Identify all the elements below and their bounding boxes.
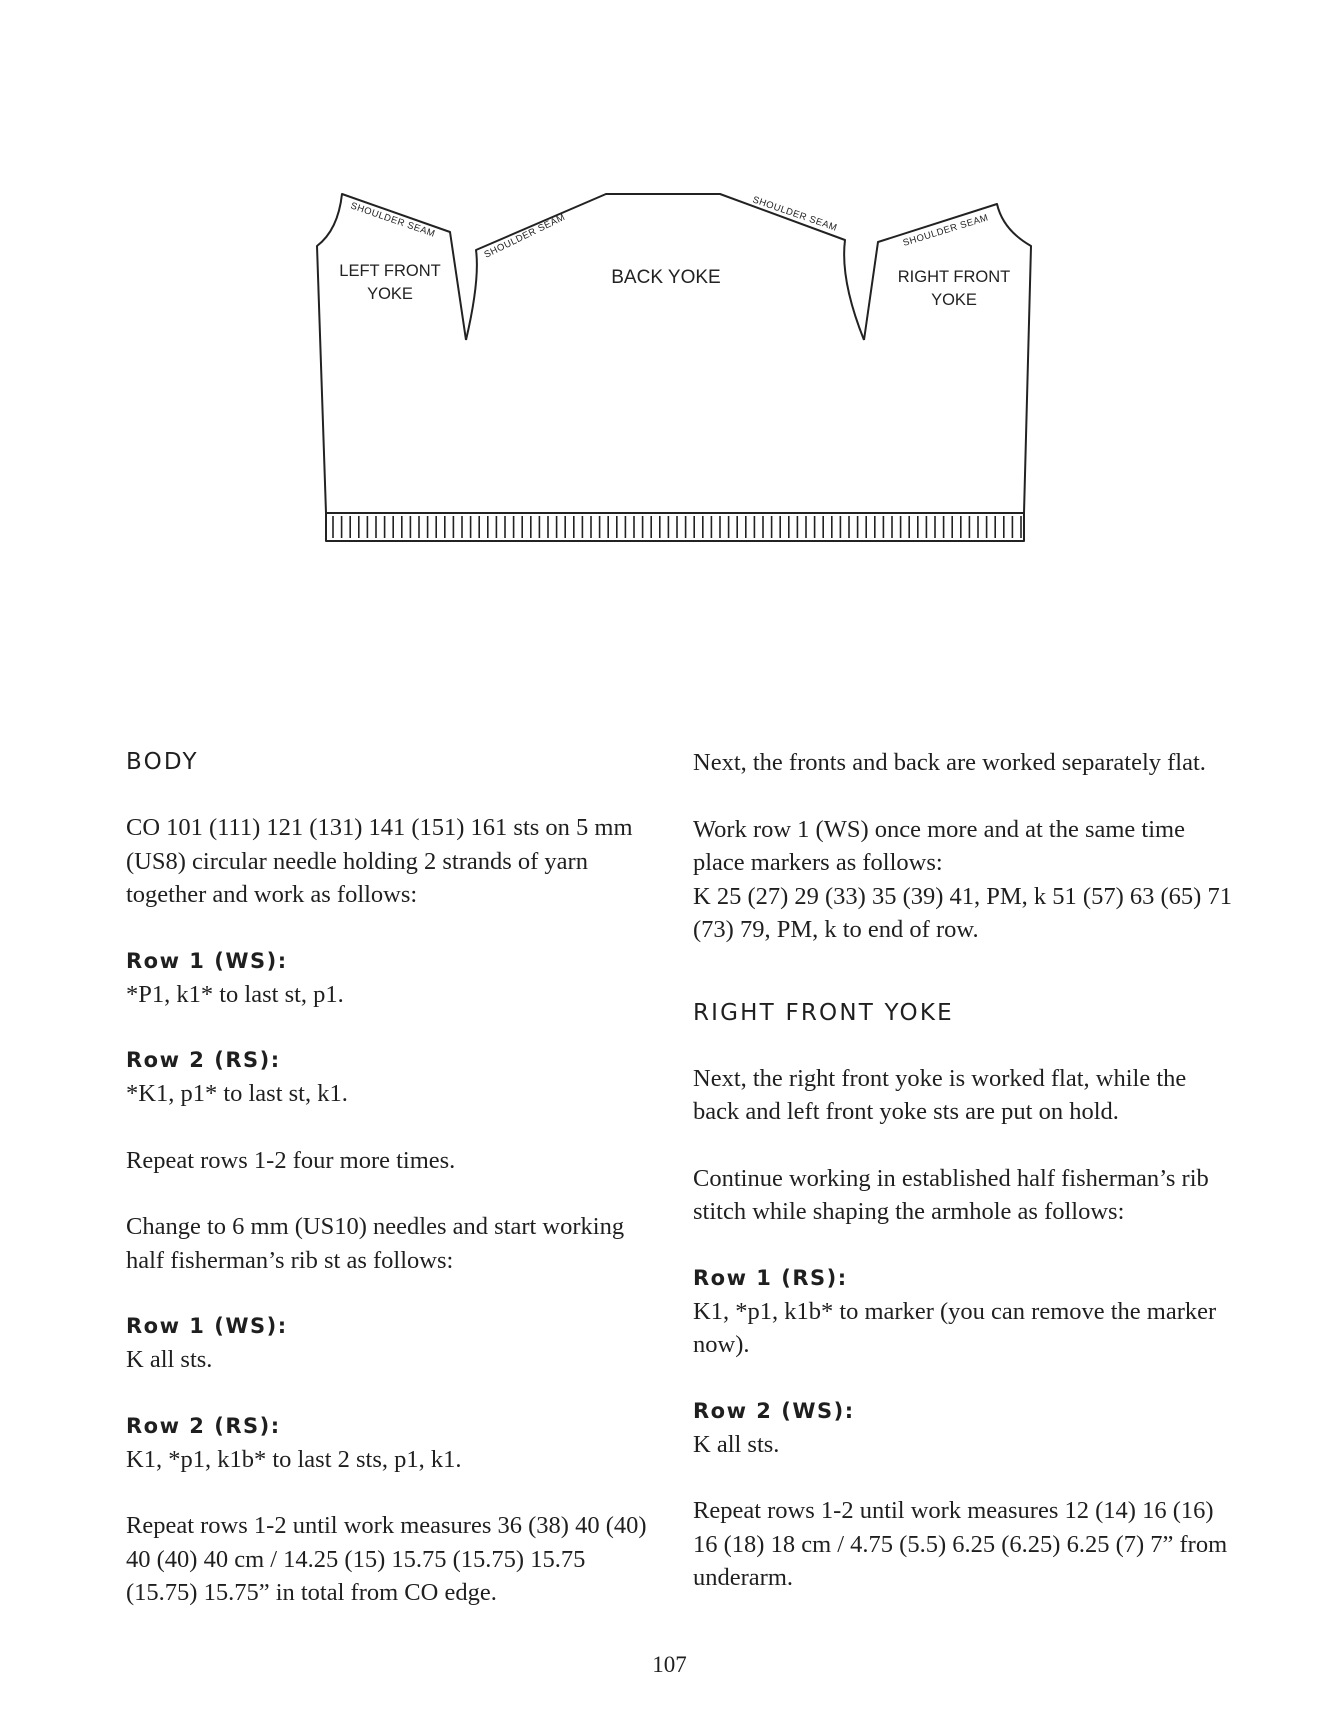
fisherman-row-1 (126, 1310, 656, 1377)
right-front-label-line2: YOKE (931, 291, 977, 309)
yoke-row-2-label: Row 2 (WS): (693, 1398, 855, 1423)
shoulder-seam-label-1: SHOULDER SEAM (349, 200, 437, 240)
left-front-label-line2: YOKE (367, 285, 413, 303)
left-front-label-line1: LEFT FRONT (339, 262, 441, 280)
yoke-row-1-text: K1, *p1, k1b* to marker (you can remove the marker now). (693, 1297, 1217, 1358)
repeat-until-yoke: Repeat rows 1-2 until work measures 12 (14) 16 (16) 16 (18) 18 cm / 4.75 (5.5) 6.25 (6.25) 6.25 (7) 7” from underarm. (693, 1497, 1228, 1591)
rib-row-2-text: *K1, p1* to last st, k1. (126, 1080, 348, 1107)
continue-text: Continue working in established half fisherman’s rib stitch while shaping the armhole as follows: (693, 1164, 1209, 1225)
fisherman-row-2-label: Row 2 (RS): (126, 1413, 281, 1438)
yoke-row-2-text: K all sts. (693, 1430, 780, 1458)
left-column (126, 746, 656, 1643)
shoulder-seam-label-4: SHOULDER SEAM (901, 212, 990, 249)
separate-text: Next, the fronts and back are worked separately flat. (693, 749, 1206, 776)
shoulder-seam-label-3: SHOULDER SEAM (751, 194, 839, 234)
work-row-line-2: K 25 (27) 29 (33) 35 (39) 41, PM, k 51 (57) 63 (65) 71 (73) 79, PM, k to end of row. (693, 882, 1232, 943)
work-row-line-1: Work row 1 (WS) once more and at the same time place markers as follows: (693, 815, 1185, 876)
yoke-intro: Next, the right front yoke is worked flat, while the back and left front yoke sts are put on hold. (693, 1064, 1187, 1125)
left-front-yoke-outline (317, 194, 466, 513)
repeat-until-body: Repeat rows 1-2 until work measures 36 (38) 40 (40) 40 (40) 40 cm / 14.25 (15) 15.75 (15.75) 15.75 (15.75) 15.75” in total from CO edge. (126, 1512, 647, 1606)
yoke-schematic (300, 190, 1060, 560)
right-front-yoke-heading: RIGHT FRONT YOKE (693, 999, 954, 1026)
rib-row-1-text: *P1, k1* to last st, p1. (126, 980, 344, 1008)
body-heading: BODY (126, 749, 199, 775)
page-number: 107 (652, 1652, 687, 1677)
fisherman-row-2-text: K1, *p1, k1b* to last 2 sts, p1, k1. (126, 1445, 462, 1473)
yoke-row-1 (693, 1262, 1233, 1362)
fisherman-row-1-text: K all sts. (126, 1346, 213, 1373)
work-row-markers (693, 813, 1233, 947)
rib-row-2 (126, 1044, 656, 1111)
ribbing-stitches (333, 516, 1021, 538)
right-front-yoke-outline (864, 204, 1031, 513)
yoke-row-1-label: Row 1 (RS): (693, 1265, 848, 1290)
ribbing-band (326, 513, 1024, 541)
fisherman-row-2 (126, 1410, 656, 1477)
right-column (693, 746, 1233, 1628)
shoulder-seam-label-2: SHOULDER SEAM (482, 211, 568, 261)
rib-row-1-label: Row 1 (WS): (126, 948, 288, 973)
change-needles: Change to 6 mm (US10) needles and start working half fisherman’s rib st as follows: (126, 1213, 625, 1274)
yoke-row-2 (693, 1395, 1233, 1462)
back-yoke-label: BACK YOKE (611, 267, 721, 288)
rib-row-2-label: Row 2 (RS): (126, 1048, 281, 1072)
right-front-label-line1: RIGHT FRONT (897, 268, 1011, 286)
rib-row-1 (126, 945, 656, 1012)
fisherman-row-1-label: Row 1 (WS): (126, 1314, 288, 1338)
schematic-svg (300, 190, 1060, 560)
body-intro: CO 101 (111) 121 (131) 141 (151) 161 sts on 5 mm (US8) circular needle holding 2 strands of yarn together and work as follows: (126, 814, 633, 908)
repeat-rib: Repeat rows 1-2 four more times. (126, 1146, 456, 1174)
